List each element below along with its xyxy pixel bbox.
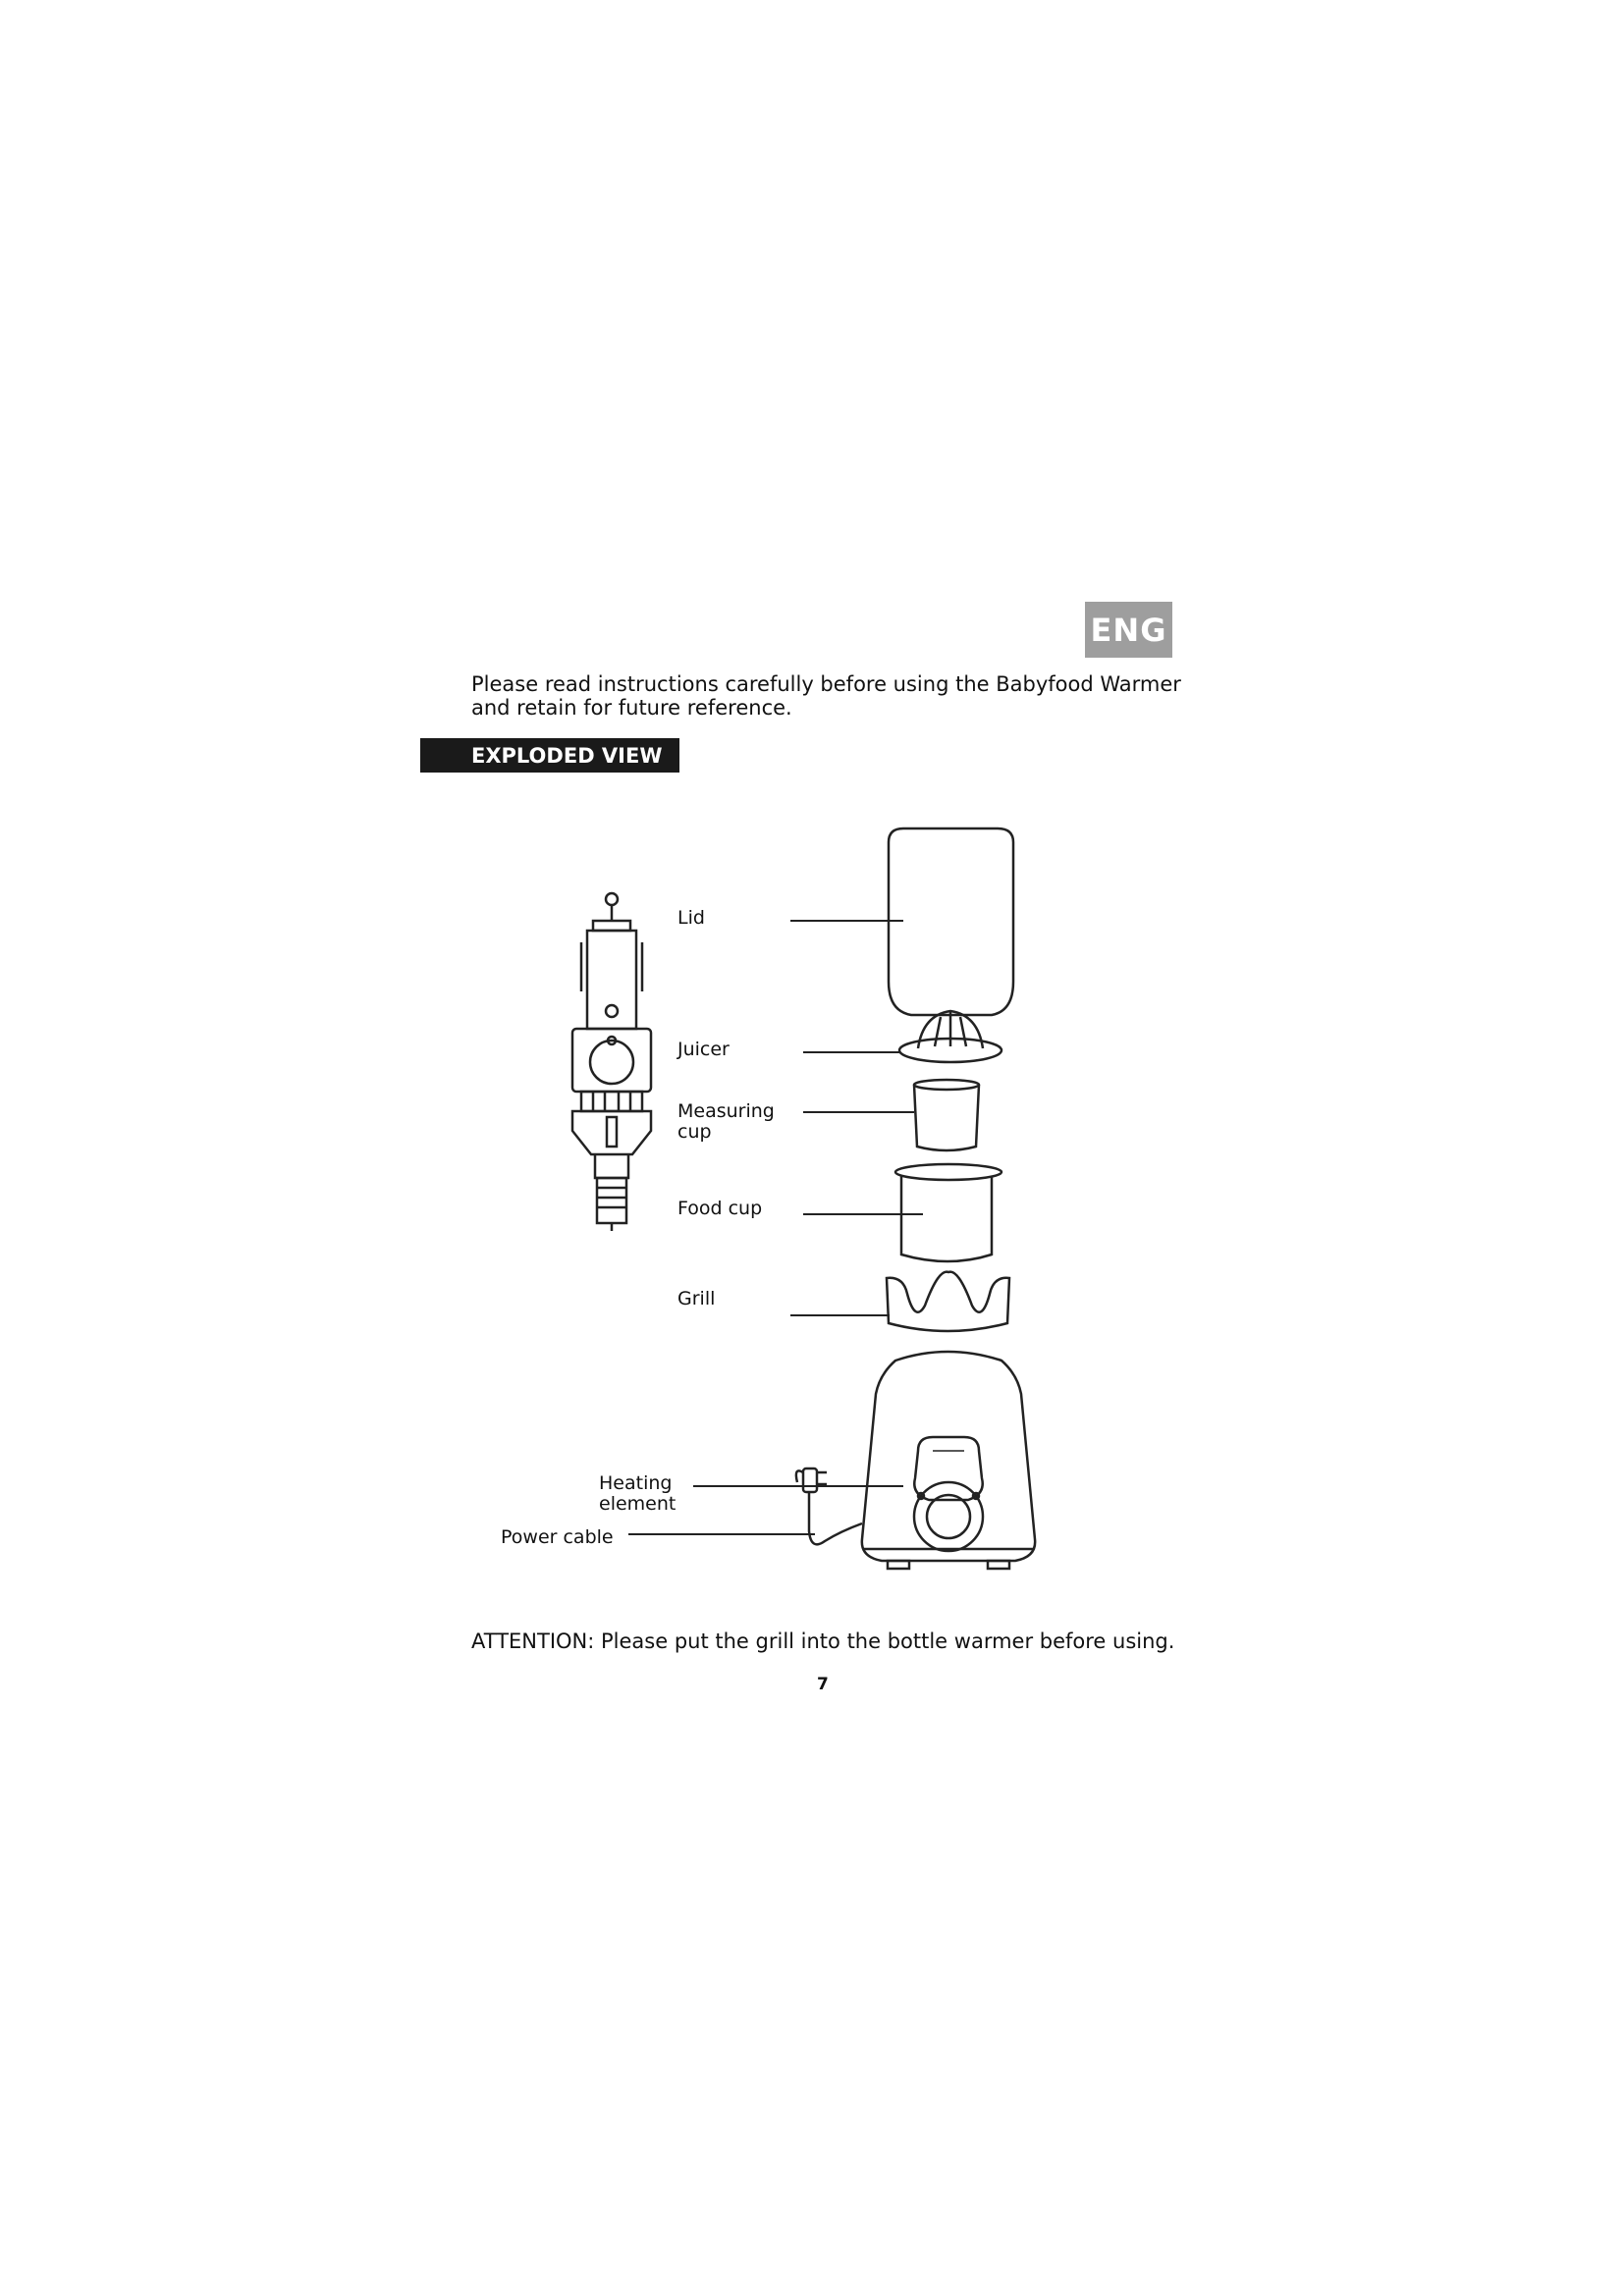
lid-illustration: [889, 828, 1013, 1015]
attention-note: ATTENTION: Please put the grill into the bottle warmer before using.: [471, 1629, 1175, 1653]
food-cup-illustration: [895, 1164, 1001, 1261]
language-badge: ENG: [1085, 602, 1172, 658]
page-number: 7: [817, 1675, 829, 1694]
label-food-cup: Food cup: [677, 1198, 763, 1219]
label-juicer: Juicer: [677, 1039, 730, 1060]
label-grill: Grill: [677, 1288, 716, 1309]
label-measuring-cup: Measuring cup: [677, 1100, 775, 1143]
callout-lines: [628, 921, 923, 1534]
grill-illustration: [887, 1272, 1009, 1331]
measuring-cup-illustration: [914, 1080, 979, 1150]
warmer-base-illustration: [862, 1352, 1035, 1569]
juicer-illustration: [899, 1011, 1001, 1062]
car-adapter-illustration: [572, 893, 651, 1231]
label-power-cable: Power cable: [501, 1526, 614, 1548]
section-title: EXPLODED VIEW: [420, 738, 679, 773]
intro-text: Please read instructions carefully before using the Babyfood Warmer and retain for future reference.: [471, 672, 1181, 720]
label-lid: Lid: [677, 907, 705, 929]
label-heating-element: Heating element: [599, 1472, 677, 1515]
power-cable-illustration: [796, 1468, 862, 1544]
